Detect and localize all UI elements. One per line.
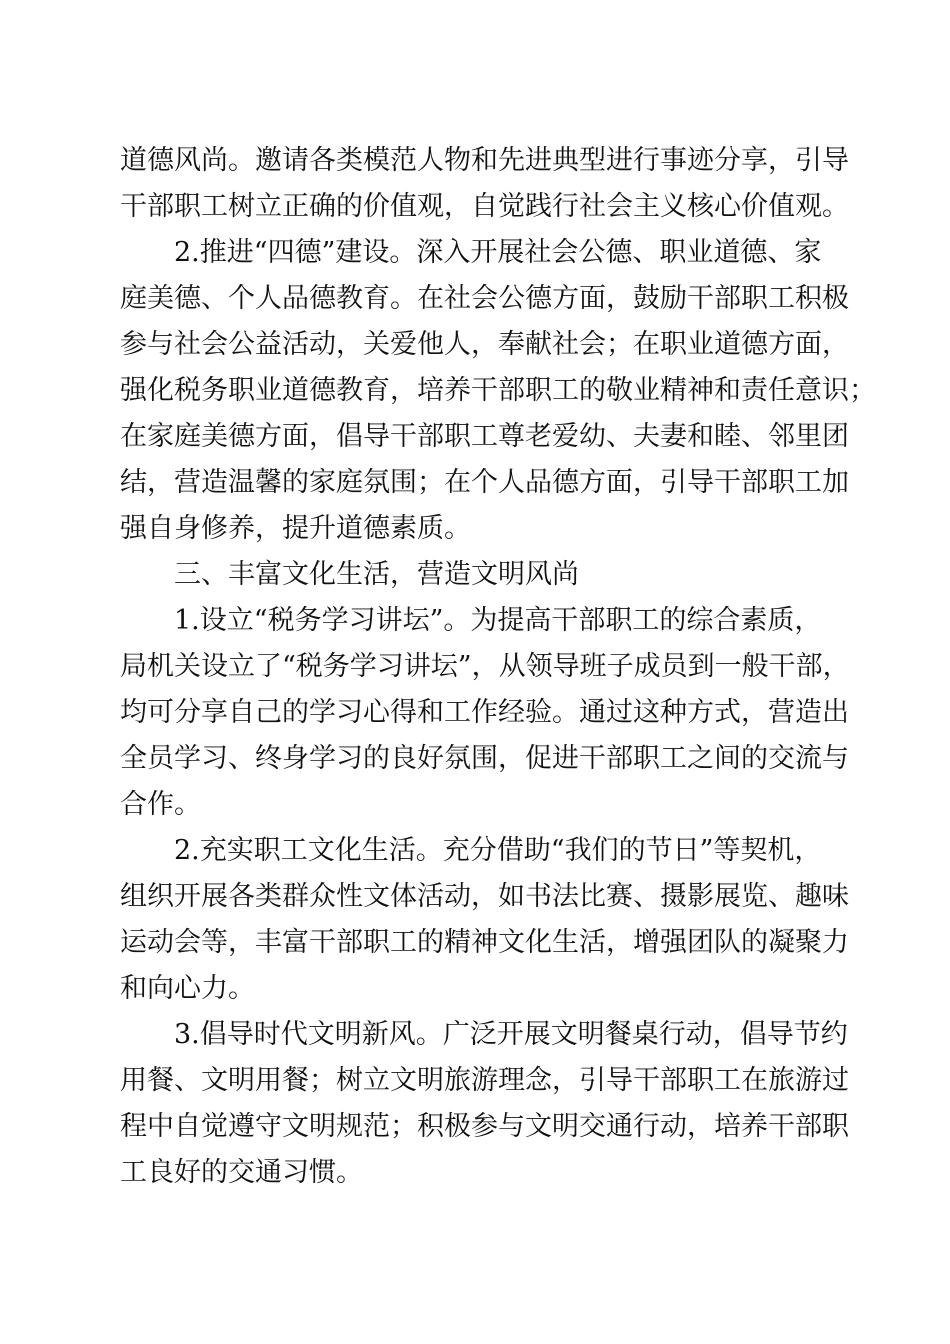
section-heading: 三、丰富文化生活，营造文明风尚 bbox=[174, 559, 579, 590]
paragraph-line: 强化税务职业道德教育，培养干部职工的敬业精神和责任意识； bbox=[120, 375, 876, 406]
paragraph bbox=[120, 138, 849, 230]
paragraph bbox=[120, 230, 876, 552]
paragraph-line: 合作。 bbox=[120, 789, 201, 820]
paragraph-line: 参与社会公益活动，关爱他人，奉献社会；在职业道德方面， bbox=[120, 329, 849, 360]
paragraph-line: 道德风尚。邀请各类模范人物和先进典型进行事迹分享，引导 bbox=[120, 145, 849, 176]
paragraph-line: 局机关设立了“税务学习讲坛”，从领导班子成员到一般干部， bbox=[120, 651, 850, 682]
paragraph-line: 结，营造温馨的家庭氛围；在个人品德方面，引导干部职工加 bbox=[120, 467, 849, 498]
paragraph-line: 均可分享自己的学习心得和工作经验。通过这种方式，营造出 bbox=[120, 697, 849, 728]
paragraph-line: 组织开展各类群众性文体活动，如书法比赛、摄影展览、趣味 bbox=[120, 881, 849, 912]
paragraph-line: 3.倡导时代文明新风。广泛开展文明餐桌行动，倡导节约 bbox=[174, 1019, 848, 1050]
paragraph bbox=[120, 598, 850, 828]
paragraph-line: 庭美德、个人品德教育。在社会公德方面，鼓励干部职工积极 bbox=[120, 283, 849, 314]
document-body bbox=[120, 138, 876, 1196]
paragraph-line: 工良好的交通习惯。 bbox=[120, 1157, 363, 1188]
paragraph-line: 和向心力。 bbox=[120, 973, 255, 1004]
paragraph-line: 强自身修养，提升道德素质。 bbox=[120, 513, 471, 544]
paragraph-line: 在家庭美德方面，倡导干部职工尊老爱幼、夫妻和睦、邻里团 bbox=[120, 421, 849, 452]
paragraph-line: 1.设立“税务学习讲坛”。为提高干部职工的综合素质， bbox=[174, 605, 822, 636]
paragraph bbox=[120, 828, 849, 1012]
paragraph bbox=[120, 1012, 849, 1196]
paragraph-line: 用餐、文明用餐；树立文明旅游理念，引导干部职工在旅游过 bbox=[120, 1065, 849, 1096]
paragraph-line: 2.充实职工文化生活。充分借助“我们的节日”等契机， bbox=[174, 835, 822, 866]
paragraph-line: 运动会等，丰富干部职工的精神文化生活，增强团队的凝聚力 bbox=[120, 927, 849, 958]
paragraph-line: 程中自觉遵守文明规范；积极参与文明交通行动，培养干部职 bbox=[120, 1111, 849, 1142]
paragraph-line: 干部职工树立正确的价值观，自觉践行社会主义核心价值观。 bbox=[120, 191, 849, 222]
paragraph-line: 全员学习、终身学习的良好氛围，促进干部职工之间的交流与 bbox=[120, 743, 849, 774]
paragraph-line: 2.推进“四德”建设。深入开展社会公德、职业道德、家 bbox=[174, 237, 822, 268]
